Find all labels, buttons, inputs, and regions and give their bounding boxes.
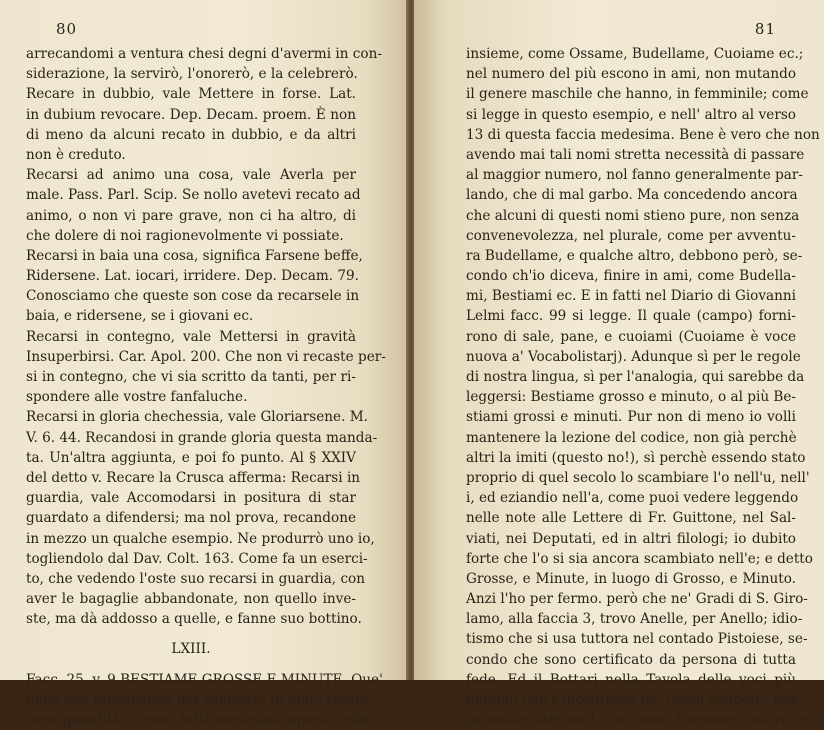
text-line: Recarsi ad animo una cosa, vale Averla per [26, 167, 356, 184]
text-line: condo che sono certificato da persona di tutta [466, 651, 796, 668]
text-line: fede. Ed il Bottari nella Tavola delle voci più [466, 671, 796, 688]
text-line: Conosciamo che queste son cose da recarsele in [26, 288, 360, 305]
text-line: guardia, vale Accomodarsi in positura di star [26, 490, 356, 507]
text-line: Lelmi facc. 99 si legge. Il quale (campo) forni- [466, 308, 796, 325]
text-line: Anzi l'ho per fermo. però che ne' Gradi di S. Giro- [466, 591, 808, 608]
text-line: il genere maschile che hanno, in femminile; come [466, 86, 809, 103]
text-line: di nostra lingua, sì per l'analogia, qui sarebbe da [466, 369, 805, 385]
text-line: to, che vedendo l'oste suo recarsi in guardia, con [26, 570, 366, 587]
text-line: proprio di quel secolo lo scambiare l'o nell'u, nell' [466, 469, 810, 486]
text-line: ste, ma dà addosso a quelle, e fanne suo bottino. [26, 611, 362, 628]
text-line: lando, che di mal garbo. Ma concedendo ancora [466, 187, 798, 204]
section-gap [26, 629, 356, 639]
left-page [0, 0, 408, 728]
text-line: male. Pass. Parl. Scip. Se nollo avetevi recato ad [26, 187, 361, 204]
section-gap [26, 660, 356, 670]
text-line: Ridersene. Lat. iocari, irridere. Dep. Decam. 79. [26, 268, 359, 285]
right-page-text [466, 44, 824, 730]
text-line: al maggior numero, nol fanno generalmente par- [466, 167, 803, 184]
text-line: Recarsi in contegno, vale Mettersi in gravità [26, 328, 356, 345]
text-line: mantenere la lezione del codice, non già perchè [466, 429, 797, 446]
text-line: baia, e ridersene, se i giovani ec. [26, 308, 254, 325]
section-body-lines [26, 670, 383, 730]
text-line: guardato a difendersi; ma nol prova, recandone [26, 510, 356, 527]
text-line: altri la imiti (questo no!), sì perchè essendo stato [466, 449, 806, 466]
text-line: Recarsi in gloria chechessia, vale Gloriarsene. M. [26, 409, 368, 426]
text-line: rono di sale, pane, e cuoiami (Cuoiame è voce [466, 328, 796, 345]
right-page [414, 0, 824, 729]
text-line: arrecandomi a ventura chesi degni d'avermi in con- [26, 46, 382, 62]
text-line: si legge in questo esempio, e nell' altro al verso [466, 106, 796, 123]
text-line: in dubium revocare. Dep. Decam. proem. È non [26, 106, 356, 123]
text-line: stiami grossi e minuti. Pur non di meno io volli [466, 409, 796, 426]
text-line: che dolere di noi ragionevolmente vi possiate. [26, 227, 344, 244]
text-line: notabili che s'incontrano ne' Gradi suddetti, alle- [466, 692, 804, 708]
text-line: leggersi: Bestiame grosso e minuto, o al più Be- [466, 389, 797, 406]
text-line: del detto v. Recare la Crusca afferma: Recarsi in [26, 469, 361, 486]
left-page-text [26, 44, 386, 730]
text-line: 13 di questa faccia medesima. Bene è vero che non [466, 126, 820, 143]
text-line: in mezzo un qualche esempio. Ne produrrò uno io, [26, 530, 375, 547]
text-line: togliendolo dal Dav. Colt. 163. Come fa un eserci- [26, 550, 368, 567]
page-number-left: 80 [56, 20, 78, 38]
right-body-lines [466, 44, 824, 730]
text-line: cano quantità di cose della medesima specie unite [26, 712, 374, 728]
text-line: nel numero del più escono in ami, non mutando [466, 66, 796, 83]
text-line: si in contegno, che vi sia scritto da tanti, per ri- [26, 369, 356, 385]
text-line: Insuperbirsi. Car. Apol. 200. Che non vi recaste per- [26, 348, 386, 365]
text-line: spondere alle vostre fanfaluche. [26, 389, 248, 406]
text-line: non è creduto. [26, 146, 126, 163]
text-line: avendo mai tali nomi stretta necessità di passare [466, 146, 805, 163]
page-number-right: 81 [754, 20, 776, 38]
text-line: ta. Un'altra aggiunta, e poi fo punto. Al § XXIV [26, 449, 356, 466]
text-line: nuova a' Vocabolistarj). Adunque sì per le regole [466, 348, 801, 365]
text-line: forte che l'o si sia ancora scambiato nell'e; e detto [466, 550, 813, 567]
text-line: Grosse, e Minute, in luogo di Grosso, e Minuto. [466, 570, 796, 587]
text-line: mi, Bestiami ec. E in fatti nel Diario di Giovanni [466, 288, 796, 305]
text-line: i, ed eziandio nell'a, come puoi vedere leggendo [466, 490, 799, 507]
text-line: viati, nei Deputati, ed in altri filologi; io dubito [466, 530, 796, 547]
text-line: siderazione, la servirò, l'onorerò, e la celebrerò. [26, 66, 358, 83]
text-line: nelle note alle Lettere di Fr. Guittone, nel Sal- [466, 510, 796, 527]
left-body-lines [26, 44, 386, 629]
text-line: Recare in dubbio, vale Mettere in forse. Lat. [26, 86, 356, 103]
text-line: che alcuni di questi nomi stieno pure, non senza [466, 207, 800, 224]
text-line: Facc. 25. v. 9 BESTIAME GROSSE E MINUTE. Que' [26, 671, 383, 688]
text-line: animo, o non vi pare grave, non ci ha altro, di [26, 207, 356, 224]
text-line: Recarsi in baia una cosa, significa Farsene beffe, [26, 247, 363, 264]
text-line: di meno da alcuni recato in dubbio, e da altri [26, 126, 356, 143]
text-line: tismo che si usa tuttora nel contado Pistoiese, se- [466, 631, 808, 648]
text-line: aver le bagaglie abbandonate, non quello inve- [26, 591, 356, 608]
text-line: lamo, alla faccia 3, trovo Anelle, per Anello; idio- [466, 611, 803, 628]
text-line: convenevolezza, nel plurale, come per avventu- [466, 227, 796, 244]
section-number: LXIII. [171, 641, 211, 658]
text-line: insieme, come Ossame, Budellame, Cuoiame ec.; [466, 46, 804, 62]
text-line: ra Budellame, e qualche altro, debbono però, se- [466, 247, 803, 264]
text-line: condo ch'io diceva, finire in ami, come Budella- [466, 268, 796, 285]
text-line: nomi che terminando nel singolare in ame, signifi- [26, 691, 373, 708]
text-line: V. 6. 44. Recandosi in grande gloria questa manda- [26, 429, 378, 446]
text-line: ga molte altre voci, che come dovessero uscire in o, [466, 712, 824, 729]
